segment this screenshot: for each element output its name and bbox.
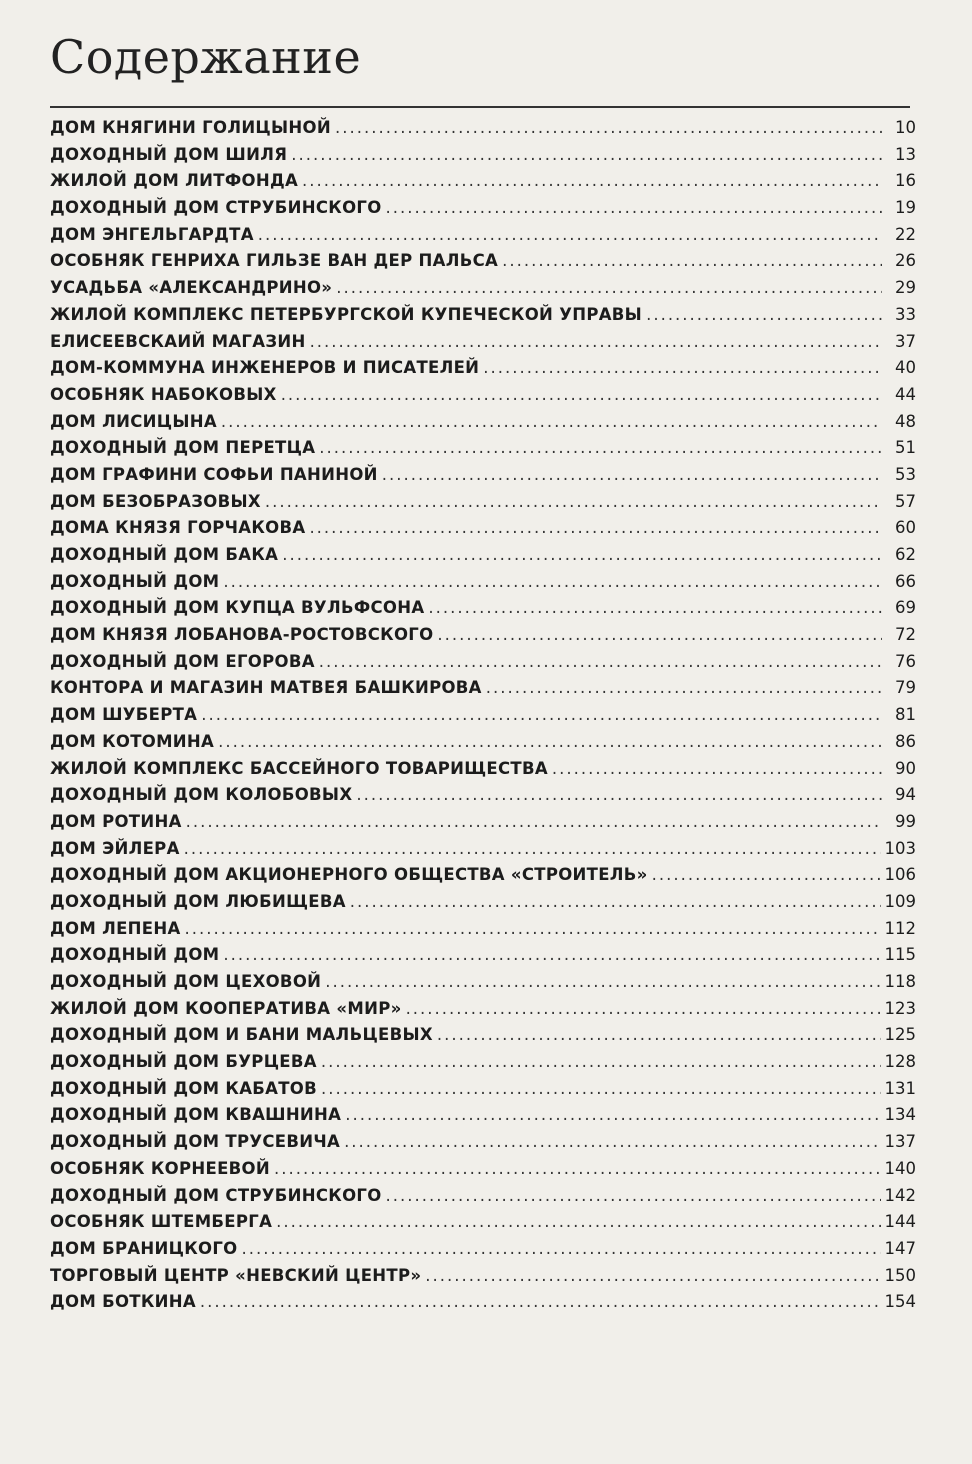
dot-leader (437, 1025, 881, 1044)
toc-entry (50, 972, 916, 999)
toc-entry (50, 198, 916, 225)
toc-entry (50, 598, 916, 625)
toc-entry-title: ДОХОДНЫЙ ДОМ И БАНИ МАЛЬЦЕВЫХ (50, 1025, 433, 1045)
dot-leader (223, 945, 880, 964)
toc-entry-title: ДОМ ГРАФИНИ СОФЬИ ПАНИНОЙ (50, 464, 378, 484)
toc-entry-title: ОСОБНЯК ШТЕМБЕРГА (50, 1212, 273, 1232)
toc-entry (50, 1212, 916, 1239)
toc-entry-page-number: 144 (884, 1212, 916, 1232)
toc-entry-page-number: 48 (895, 411, 916, 431)
toc-entry-page-number: 109 (884, 891, 916, 911)
toc-entry (50, 518, 916, 545)
table-of-contents (50, 118, 916, 1319)
dot-leader (425, 1266, 880, 1285)
dot-leader (223, 572, 882, 591)
toc-entry-title: ДОХОДНЫЙ ДОМ КВАШНИНА (50, 1105, 342, 1125)
toc-entry-title: ДОМ БЕЗОБРАЗОВЫХ (50, 491, 261, 511)
toc-entry-page-number: 112 (884, 918, 916, 938)
toc-entry-page-number: 86 (895, 731, 916, 751)
toc-entry (50, 572, 916, 599)
toc-entry-title: ОСОБНЯК КОРНЕЕВОЙ (50, 1158, 270, 1178)
toc-entry-page-number: 60 (895, 518, 916, 538)
toc-entry-title: ДОХОДНЫЙ ДОМ ПЕРЕТЦА (50, 438, 316, 458)
dot-leader (336, 278, 882, 297)
dot-leader (406, 999, 881, 1018)
toc-entry-page-number: 131 (884, 1078, 916, 1098)
toc-entry-page-number: 26 (895, 251, 916, 271)
dot-leader (242, 1239, 881, 1258)
dot-leader (386, 198, 882, 217)
dot-leader (386, 1186, 881, 1205)
toc-entry-page-number: 147 (884, 1238, 916, 1258)
dot-leader (344, 1132, 880, 1151)
dot-leader (309, 518, 882, 537)
dot-leader (325, 972, 880, 991)
toc-entry-title: ДОМ КНЯЗЯ ЛОБАНОВА-РОСТОВСКОГО (50, 625, 434, 645)
dot-leader (201, 705, 882, 724)
toc-entry-page-number: 99 (895, 811, 916, 831)
toc-entry (50, 1132, 916, 1159)
toc-entry (50, 919, 916, 946)
toc-entry (50, 465, 916, 492)
toc-entry (50, 492, 916, 519)
toc-entry-page-number: 94 (895, 785, 916, 805)
toc-entry (50, 865, 916, 892)
toc-entry (50, 1239, 916, 1266)
toc-entry (50, 625, 916, 652)
dot-leader (282, 545, 882, 564)
toc-entry (50, 171, 916, 198)
toc-entry-title: ДОМ ЛЕПЕНА (50, 918, 181, 938)
toc-entry-page-number: 22 (895, 224, 916, 244)
toc-entry-page-number: 69 (895, 598, 916, 618)
toc-entry-title: ЖИЛОЙ ДОМ КООПЕРАТИВА «МИР» (50, 998, 402, 1018)
dot-leader (356, 785, 882, 804)
toc-entry-page-number: 10 (895, 118, 916, 137)
toc-entry (50, 385, 916, 412)
toc-entry (50, 1292, 916, 1319)
dot-leader (218, 732, 882, 751)
toc-entry (50, 785, 916, 812)
toc-entry-title: КОНТОРА И МАГАЗИН МАТВЕЯ БАШКИРОВА (50, 678, 482, 698)
dot-leader (552, 759, 882, 778)
dot-leader (382, 465, 882, 484)
toc-entry-page-number: 154 (884, 1292, 916, 1312)
toc-entry-title: ДОХОДНЫЙ ДОМ ЦЕХОВОЙ (50, 972, 322, 991)
toc-entry-page-number: 16 (895, 171, 916, 191)
toc-entry-title: ДОХОДНЫЙ ДОМ БУРЦЕВА (50, 1052, 317, 1072)
toc-entry-page-number: 103 (884, 838, 916, 858)
dot-leader (302, 171, 882, 190)
toc-entry (50, 1105, 916, 1132)
toc-entry-page-number: 44 (895, 384, 916, 404)
dot-leader (652, 865, 881, 884)
toc-entry (50, 358, 916, 385)
toc-entry-page-number: 62 (895, 545, 916, 564)
toc-entry (50, 945, 916, 972)
toc-entry (50, 545, 916, 572)
toc-entry-page-number: 37 (895, 331, 916, 351)
toc-entry-page-number: 53 (895, 464, 916, 484)
toc-entry-title: ДОХОДНЫЙ ДОМ СТРУБИНСКОГО (50, 198, 382, 218)
dot-leader (186, 812, 882, 831)
toc-entry (50, 145, 916, 172)
toc-entry (50, 1266, 916, 1293)
dot-leader (646, 305, 882, 324)
dot-leader (321, 1079, 881, 1098)
dot-leader (310, 332, 882, 351)
toc-entry-page-number: 128 (884, 1052, 916, 1072)
dot-leader (184, 839, 881, 858)
toc-entry-title: ДОМ РОТИНА (50, 811, 182, 831)
toc-entry-page-number: 115 (884, 945, 916, 965)
dot-leader (185, 919, 881, 938)
toc-entry-page-number: 29 (895, 278, 916, 298)
dot-leader (319, 652, 882, 671)
toc-entry-title: ЕЛИСЕЕВСКАИЙ МАГАЗИН (50, 331, 306, 351)
toc-entry-page-number: 66 (895, 571, 916, 591)
toc-entry (50, 438, 916, 465)
toc-entry-page-number: 150 (884, 1265, 916, 1285)
toc-entry-page-number: 13 (895, 144, 916, 164)
toc-entry-title: ДОМ КОТОМИНА (50, 731, 215, 751)
toc-entry (50, 732, 916, 759)
toc-entry (50, 678, 916, 705)
toc-entry-page-number: 81 (895, 705, 916, 725)
toc-entry (50, 1159, 916, 1186)
toc-entry-page-number: 72 (895, 625, 916, 645)
toc-entry-page-number: 19 (895, 198, 916, 218)
toc-entry (50, 705, 916, 732)
toc-entry-title: ДОМ ЛИСИЦЫНА (50, 411, 217, 431)
toc-entry-page-number: 106 (884, 865, 916, 885)
toc-entry-title: ДОМ БОТКИНА (50, 1292, 196, 1312)
toc-entry (50, 225, 916, 252)
toc-entry (50, 892, 916, 919)
toc-entry-page-number: 118 (884, 972, 916, 991)
toc-entry-title: ДОХОДНЫЙ ДОМ КУПЦА ВУЛЬФСОНА (50, 598, 425, 618)
toc-entry-page-number: 137 (884, 1132, 916, 1152)
page-title: Содержание (50, 30, 362, 84)
toc-entry (50, 1052, 916, 1079)
toc-entry-title: ТОРГОВЫЙ ЦЕНТР «НЕВСКИЙ ЦЕНТР» (50, 1265, 422, 1285)
toc-entry-title: ДОХОДНЫЙ ДОМ АКЦИОНЕРНОГО ОБЩЕСТВА «СТРОИТЕЛЬ» (50, 865, 648, 885)
toc-entry-title: ДОМ ЭЙЛЕРА (50, 838, 180, 858)
toc-entry-page-number: 33 (895, 304, 916, 324)
toc-entry (50, 1079, 916, 1106)
toc-entry-title: ЖИЛОЙ КОМПЛЕКС ПЕТЕРБУРГСКОЙ КУПЕЧЕСКОЙ УПРАВЫ (50, 304, 643, 324)
toc-entry (50, 839, 916, 866)
toc-entry (50, 652, 916, 679)
toc-entry-page-number: 123 (884, 998, 916, 1018)
toc-entry-page-number: 40 (895, 358, 916, 378)
toc-entry-title: ДОХОДНЫЙ ДОМ (50, 571, 220, 591)
toc-entry-title: ДОМ КНЯГИНИ ГОЛИЦЫНОЙ (50, 118, 331, 137)
toc-entry-page-number: 134 (884, 1105, 916, 1125)
dot-leader (345, 1105, 880, 1124)
dot-leader (502, 251, 882, 270)
toc-entry-title: ДОМ-КОММУНА ИНЖЕНЕРОВ И ПИСАТЕЛЕЙ (50, 358, 480, 378)
toc-entry (50, 305, 916, 332)
toc-entry-title: ДОХОДНЫЙ ДОМ ЛЮБИЩЕВА (50, 891, 346, 911)
dot-leader (200, 1292, 881, 1311)
dot-leader (428, 598, 882, 617)
toc-entry-page-number: 57 (895, 491, 916, 511)
toc-entry-page-number: 51 (895, 438, 916, 458)
dot-leader (437, 625, 882, 644)
dot-leader (483, 358, 882, 377)
dot-leader (321, 1052, 881, 1071)
toc-entry-title: ДОМ ЭНГЕЛЬГАРДТА (50, 224, 254, 244)
toc-entry-title: УСАДЬБА «АЛЕКСАНДРИНО» (50, 278, 333, 298)
toc-entry (50, 278, 916, 305)
toc-entry-title: ДОХОДНЫЙ ДОМ КАБАТОВ (50, 1078, 317, 1098)
toc-entry (50, 812, 916, 839)
toc-entry-title: ОСОБНЯК ГЕНРИХА ГИЛЬЗЕ ВАН ДЕР ПАЛЬСА (50, 251, 499, 271)
toc-entry-title: ДОХОДНЫЙ ДОМ ТРУСЕВИЧА (50, 1132, 341, 1152)
toc-entry-page-number: 76 (895, 651, 916, 671)
toc-entry-title: ДОМ БРАНИЦКОГО (50, 1238, 238, 1258)
dot-leader (281, 385, 882, 404)
toc-entry-title: ЖИЛОЙ ДОМ ЛИТФОНДА (50, 171, 299, 191)
toc-entry-title: ДОХОДНЫЙ ДОМ ШИЛЯ (50, 144, 288, 164)
toc-entry (50, 412, 916, 439)
toc-entry (50, 332, 916, 359)
dot-leader (258, 225, 882, 244)
toc-entry (50, 999, 916, 1026)
dot-leader (319, 438, 882, 457)
toc-entry-page-number: 79 (895, 678, 916, 698)
dot-leader (274, 1159, 881, 1178)
toc-entry-page-number: 140 (884, 1158, 916, 1178)
toc-entry-page-number: 142 (884, 1185, 916, 1205)
toc-entry (50, 1186, 916, 1213)
toc-entry-title: ДОМА КНЯЗЯ ГОРЧАКОВА (50, 518, 306, 538)
dot-leader (265, 492, 882, 511)
toc-entry (50, 759, 916, 786)
toc-entry-page-number: 90 (895, 758, 916, 778)
toc-entry-title: ДОХОДНЫЙ ДОМ ЕГОРОВА (50, 651, 315, 671)
toc-entry-title: ДОМ ШУБЕРТА (50, 705, 198, 725)
dot-leader (350, 892, 881, 911)
dot-leader (276, 1212, 880, 1231)
toc-entry-title: ОСОБНЯК НАБОКОВЫХ (50, 384, 277, 404)
toc-entry (50, 118, 916, 145)
dot-leader (221, 412, 882, 431)
toc-entry-title: ДОХОДНЫЙ ДОМ БАКА (50, 545, 279, 564)
toc-entry-title: ДОХОДНЫЙ ДОМ КОЛОБОВЫХ (50, 785, 353, 805)
toc-entry-title: ДОХОДНЫЙ ДОМ (50, 945, 220, 965)
dot-leader (335, 118, 882, 137)
dot-leader (291, 145, 882, 164)
toc-entry (50, 251, 916, 278)
toc-entry-title: ДОХОДНЫЙ ДОМ СТРУБИНСКОГО (50, 1185, 382, 1205)
title-divider (50, 106, 910, 108)
toc-entry (50, 1025, 916, 1052)
dot-leader (486, 678, 882, 697)
toc-entry-title: ЖИЛОЙ КОМПЛЕКС БАССЕЙНОГО ТОВАРИЩЕСТВА (50, 758, 548, 778)
toc-entry-page-number: 125 (884, 1025, 916, 1045)
